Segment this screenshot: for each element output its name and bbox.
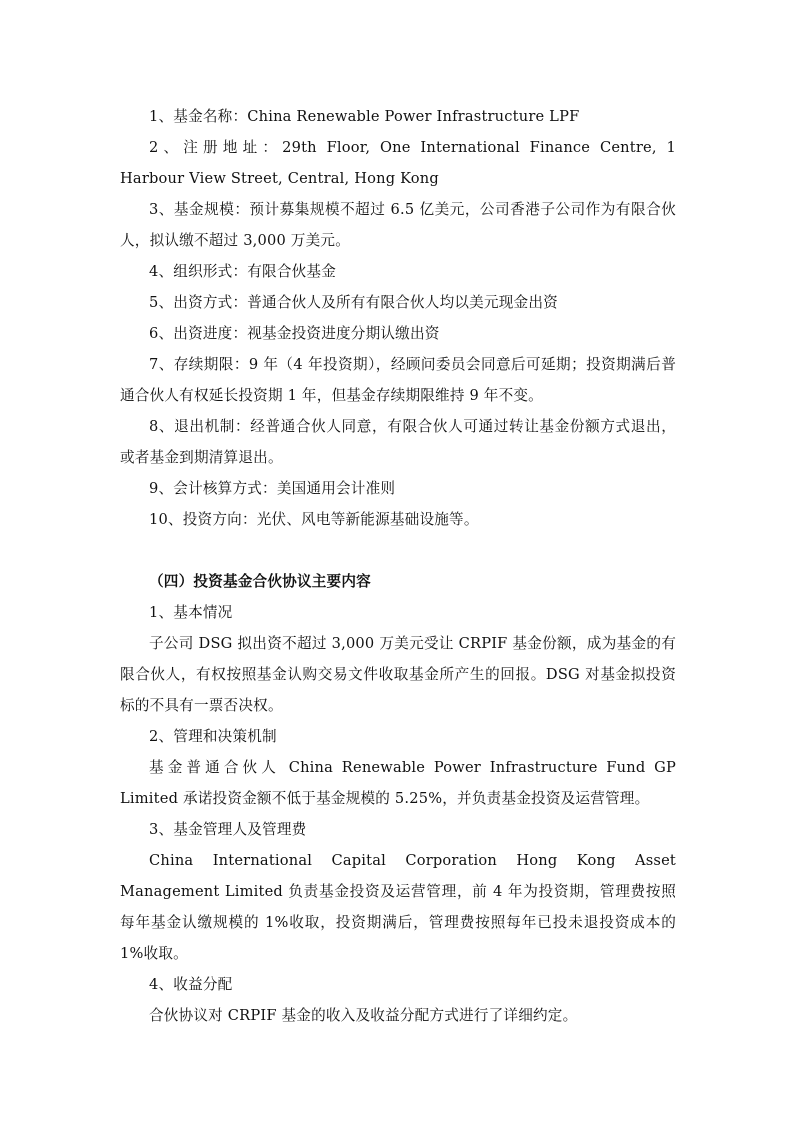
document-body <box>120 101 676 1031</box>
fund-name-item: 1、基金名称：China Renewable Power Infrastructure LPF <box>149 108 580 125</box>
income-distribution-heading: 4、收益分配 <box>149 976 233 993</box>
management-mechanism-text: 基金普通合伙人 China Renewable Power Infrastructure Fund GP Limited 承诺投资金额不低于基金规模的 5.25%，并负责基金投资及运营管理。 <box>120 759 676 807</box>
section-spacer <box>120 535 676 566</box>
basic-situation-heading: 1、基本情况 <box>149 604 233 621</box>
section-heading: （四）投资基金合伙协议主要内容 <box>149 573 371 590</box>
management-mechanism-heading: 2、管理和决策机制 <box>149 728 277 745</box>
fund-size-item: 3、基金规模：预计募集规模不超过 6.5 亿美元，公司香港子公司作为有限合伙人，拟认缴不超过 3,000 万美元。 <box>120 201 676 249</box>
duration-item: 7、存续期限：9 年（4 年投资期），经顾问委员会同意后可延期；投资期满后普通合伙人有权延长投资期 1 年，但基金存续期限维持 9 年不变。 <box>120 356 676 404</box>
accounting-method-item: 9、会计核算方式：美国通用会计准则 <box>149 480 396 497</box>
organization-form-item: 4、组织形式：有限合伙基金 <box>149 263 337 280</box>
exit-mechanism-item: 8、退出机制：经普通合伙人同意，有限合伙人可通过转让基金份额方式退出，或者基金到期清算退出。 <box>120 418 676 466</box>
fund-manager-heading: 3、基金管理人及管理费 <box>149 821 307 838</box>
income-distribution-text: 合伙协议对 CRPIF 基金的收入及收益分配方式进行了详细约定。 <box>149 1007 578 1024</box>
registered-address-item: 2、注册地址：29th Floor, One International Finance Centre, 1 Harbour View Street, Central, Hong Kong <box>120 139 676 187</box>
investment-direction-item: 10、投资方向：光伏、风电等新能源基础设施等。 <box>149 511 479 528</box>
contribution-schedule-item: 6、出资进度：视基金投资进度分期认缴出资 <box>149 325 440 342</box>
basic-situation-text: 子公司 DSG 拟出资不超过 3,000 万美元受让 CRPIF 基金份额，成为基金的有限合伙人，有权按照基金认购交易文件收取基金所产生的回报。DSG 对基金拟投资标的不具有一票否决权。 <box>120 635 676 714</box>
contribution-method-item: 5、出资方式：普通合伙人及所有有限合伙人均以美元现金出资 <box>149 294 558 311</box>
fund-manager-text: China International Capital Corporation Hong Kong Asset Management Limited 负责基金投资及运营管理，前 4 年为投资期，管理费按照每年基金认缴规模的 1%收取，投资期满后，管理费按照每年已投未退投资成本的 1%收取。 <box>120 852 676 962</box>
